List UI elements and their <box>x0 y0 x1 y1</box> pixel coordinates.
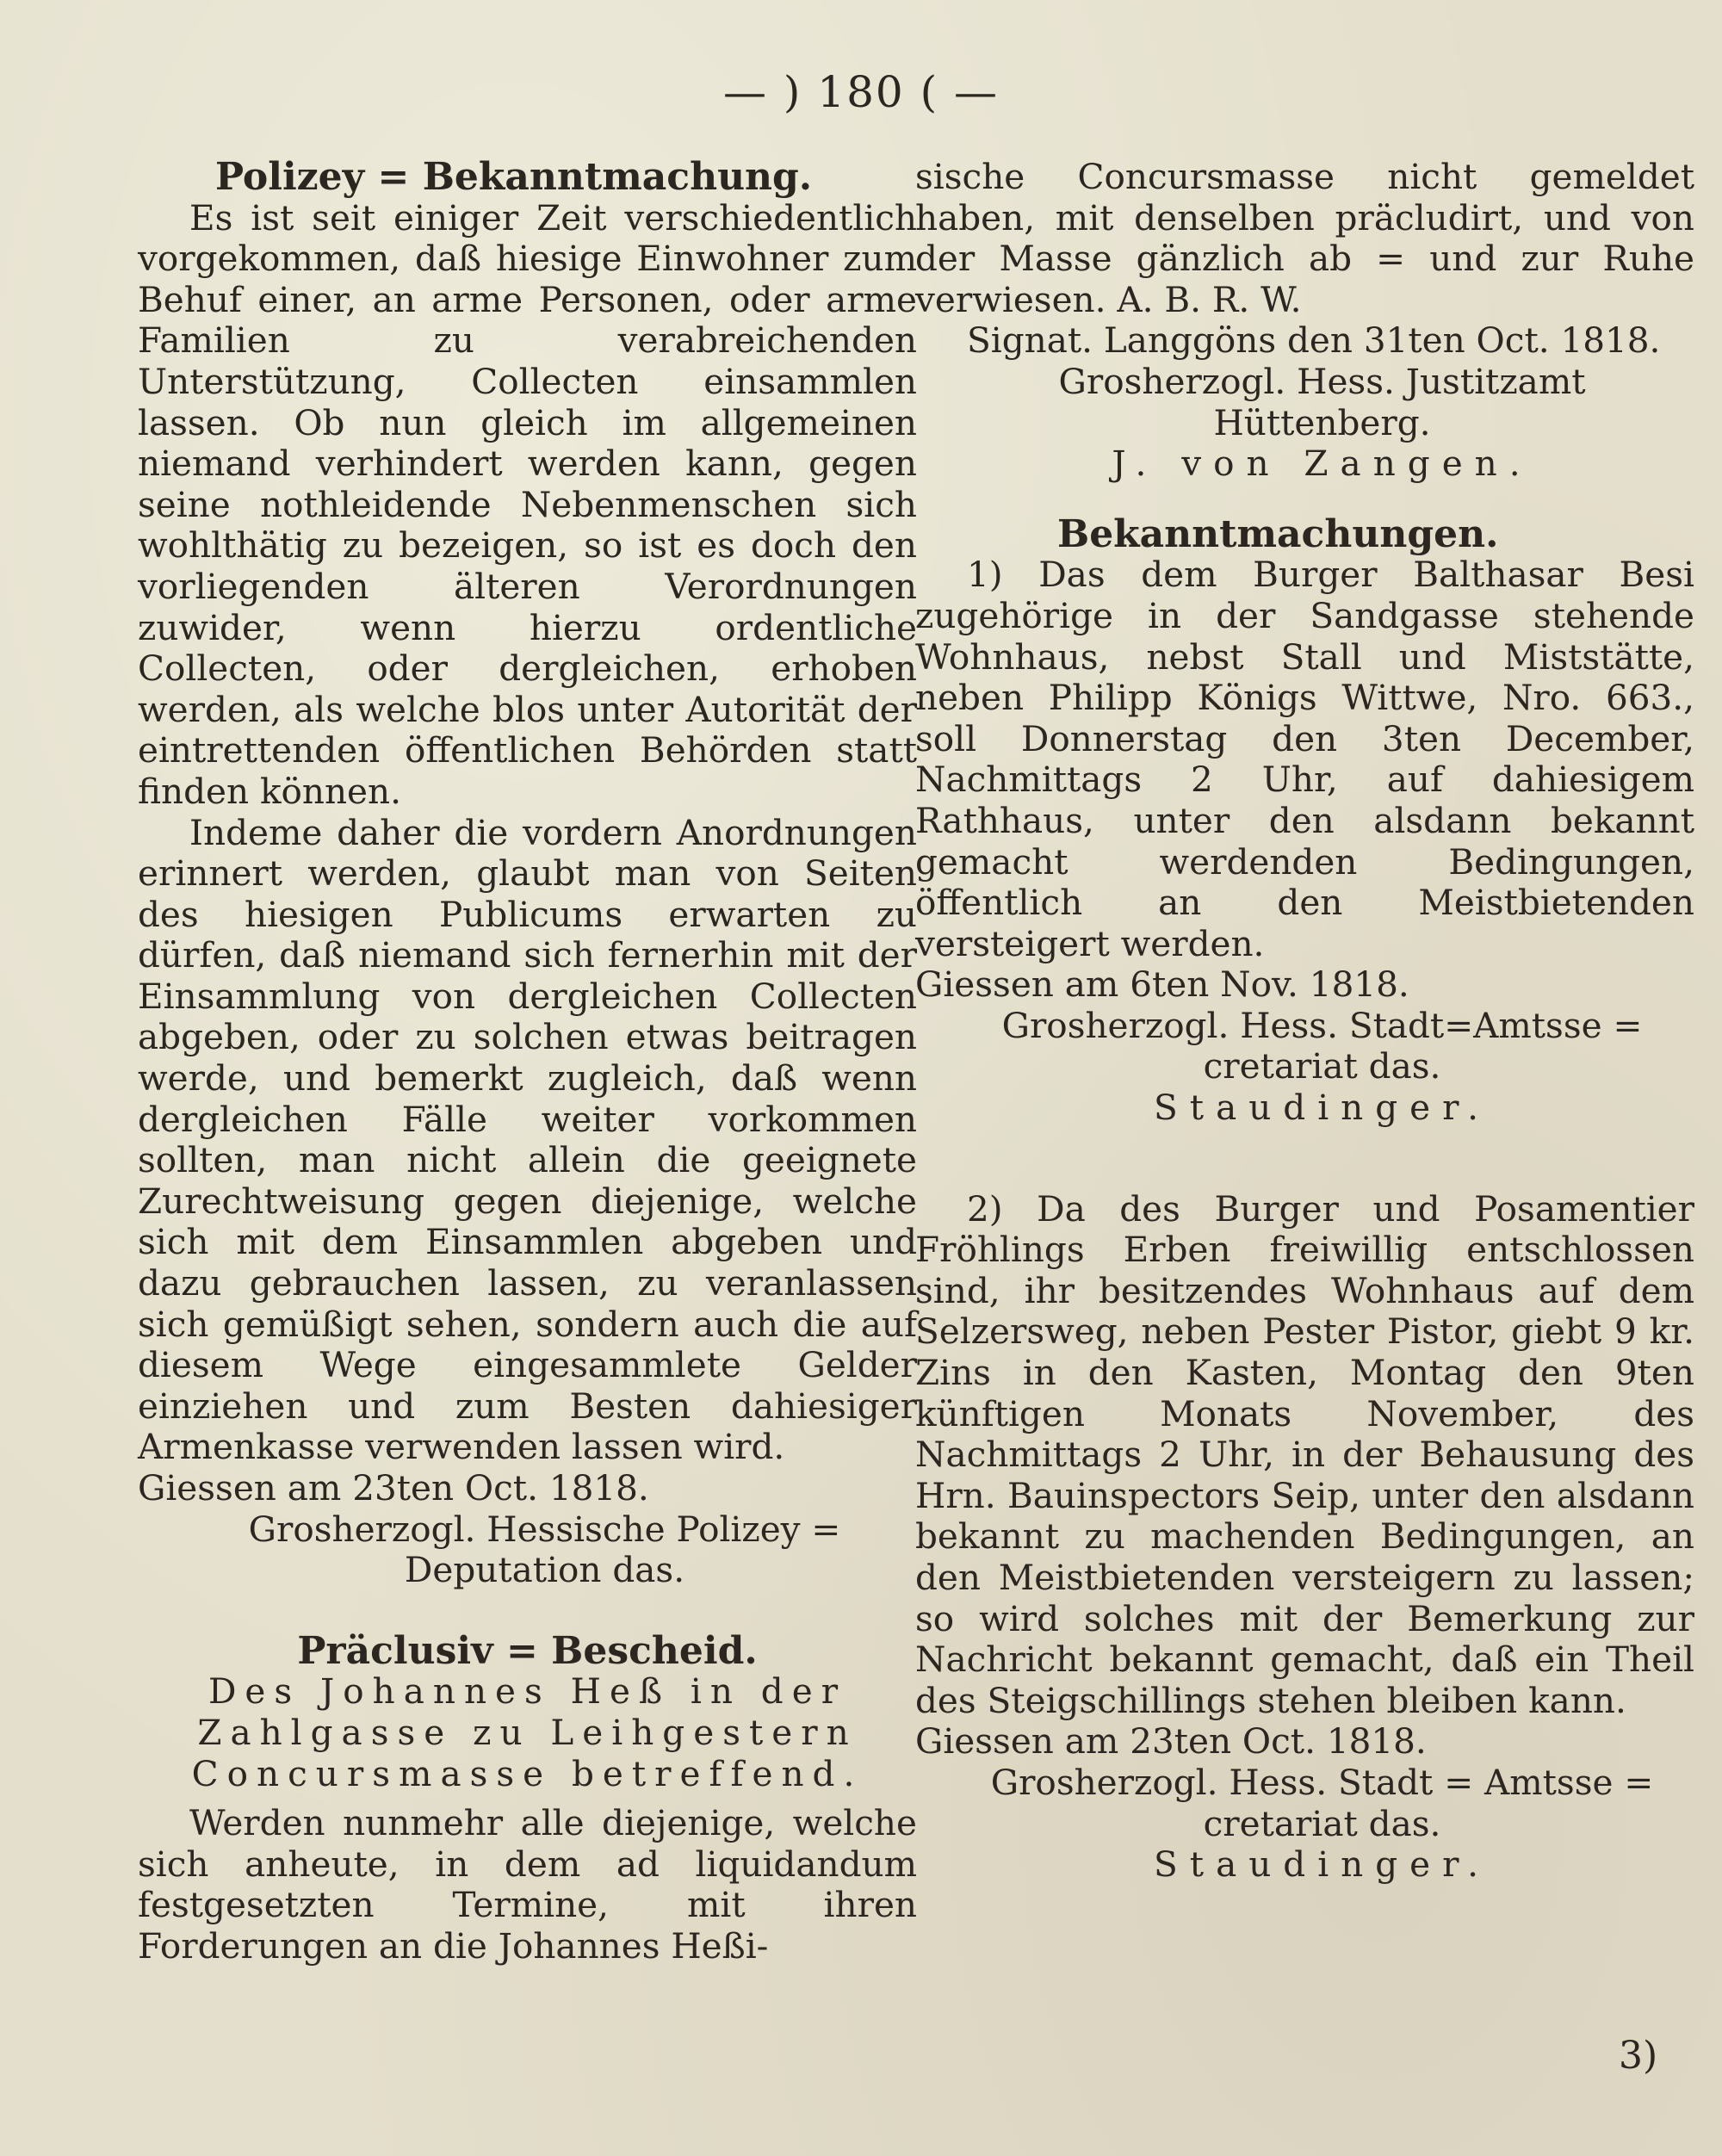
announcement-2-office-line-1: Grosherzogl. Hess. Stadt = Amtsse = <box>990 1761 1654 1803</box>
announcement-1-date: Giessen am 6ten Nov. 1818. <box>915 963 1409 1006</box>
police-notice-paragraph-1: Es ist seit einiger Zeit verschiedentlich vorgekommen, daß hiesige Einwohner zum Behuf einer, an arme Personen, oder arme Familien zu verabreichenden Unterstützung, Collecten einsammlen lassen. Ob nun gleich im allgemeinen niemand verhindert werden kann, gegen seine nothleidende Nebenmenschen sich wohlthätig zu bezeigen, so ist es doch den vorliegenden älteren Verordnungen zuwider, wenn hierzu ordentliche Collecten, oder dergleichen, erhoben werden, als welche blos unter Autorität der eintrettenden öffentlichen Behörden statt finden können. <box>138 196 917 812</box>
police-notice-date: Giessen am 23ten Oct. 1818. <box>138 1467 649 1509</box>
police-notice-heading: Polizey = Bekanntmachung. <box>215 155 813 199</box>
announcement-2-signature: Staudinger. <box>1154 1843 1490 1886</box>
page-number: — ) 180 ( — <box>722 67 1000 117</box>
page-number-header <box>0 67 1722 117</box>
preclusion-notice-heading: Präclusiv = Bescheid. <box>297 1628 758 1673</box>
police-notice-authority-line-1: Grosherzogl. Hessische Polizey = <box>248 1508 841 1550</box>
preclusion-signat: Signat. Langgöns den 31ten Oct. 1818. <box>967 319 1661 362</box>
police-notice-authority-line-2: Deputation das. <box>404 1549 685 1591</box>
official-signature: J. von Zangen. <box>1112 443 1533 485</box>
announcement-1-signature: Staudinger. <box>1154 1087 1490 1129</box>
announcement-1-office-line-1: Grosherzogl. Hess. Stadt=Amtsse = <box>1001 1004 1643 1046</box>
police-notice-paragraph-2: Indeme daher die vordern Anordnungen erinnert werden, glaubt man von Seiten des hiesigen Publicums erwarten zu dürfen, daß niemand sich fernerhin mit der Einsammlung von dergleichen Collecten abgeben, oder zu solchen etwas beitragen werde, und bemerkt zugleich, daß wenn dergleichen Fälle weiter vorkommen sollten, man nicht allein die geeignete Zurechtweisung gegen diejenige, welche sich mit dem Einsammlen abgeben und dazu gebrauchen lassen, zu veranlassen sich gemüßigt sehen, sondern auch die auf diesem Wege eingesammlete Gelder einziehen und zum Besten dahiesiger Armenkasse verwenden lassen wird. <box>138 811 917 1468</box>
catchword: 3) <box>1619 2034 1658 2078</box>
right-column <box>915 157 1694 1886</box>
announcements-heading: Bekanntmachungen. <box>1057 511 1499 556</box>
announcement-1-office-line-2: cretariat das. <box>1203 1045 1441 1087</box>
preclusion-subject-line-3: Concursmasse betreffend. <box>191 1752 864 1794</box>
justice-office: Grosherzogl. Hess. Justitzamt Hüttenberg. <box>1058 360 1586 443</box>
preclusion-notice-continuation: sische Concursmasse nicht gemeldet haben, mit denselben präcludirt, und von der Masse gänzlich ab = und zur Ruhe verwiesen. A. B. R. W. <box>915 156 1694 320</box>
announcement-1-text: 1) Das dem Burger Balthasar Besi zugehörige in der Sandgasse stehende Wohnhaus, nebst Stall und Miststätte, neben Philipp Königs Wittwe, Nro. 663., soll Donnerstag den 3ten December, Nachmittags 2 Uhr, auf dahiesigem Rathhaus, unter den alsdann bekannt gemacht werdenden Bedingungen, öffentlich an den Meistbietenden versteigert werden. <box>915 554 1694 964</box>
preclusion-subject-line-2: Zahlgasse zu Leihgestern <box>197 1711 858 1753</box>
left-column <box>138 157 917 1967</box>
announcement-2-date: Giessen am 23ten Oct. 1818. <box>915 1720 1427 1763</box>
announcement-2-office-line-2: cretariat das. <box>1203 1802 1441 1844</box>
preclusion-notice-body: Werden nunmehr alle diejenige, welche sich anheute, in dem ad liquidandum festgesetzten Termine, mit ihren Forderungen an die Johannes Heßi- <box>138 1802 917 1967</box>
preclusion-subject-line-1: Des Johannes Heß in der <box>208 1670 847 1713</box>
announcement-2-text: 2) Da des Burger und Posamentier Fröhlings Erben freiwillig entschlossen sind, ihr besitzendes Wohnhaus auf dem Selzersweg, neben Pester Pistor, giebt 9 kr. Zins in den Kasten, Montag den 9ten künftigen Monats November, des Nachmittags 2 Uhr, in der Behausung des Hrn. Bauinspectors Seip, unter den alsdann bekannt zu machenden Bedingungen, an den Meistbietenden versteigern zu lassen; so wird solches mit der Bemerkung zur Nachricht bekannt gemacht, daß ein Theil des Steigschillings stehen bleiben kann. <box>915 1187 1694 1721</box>
